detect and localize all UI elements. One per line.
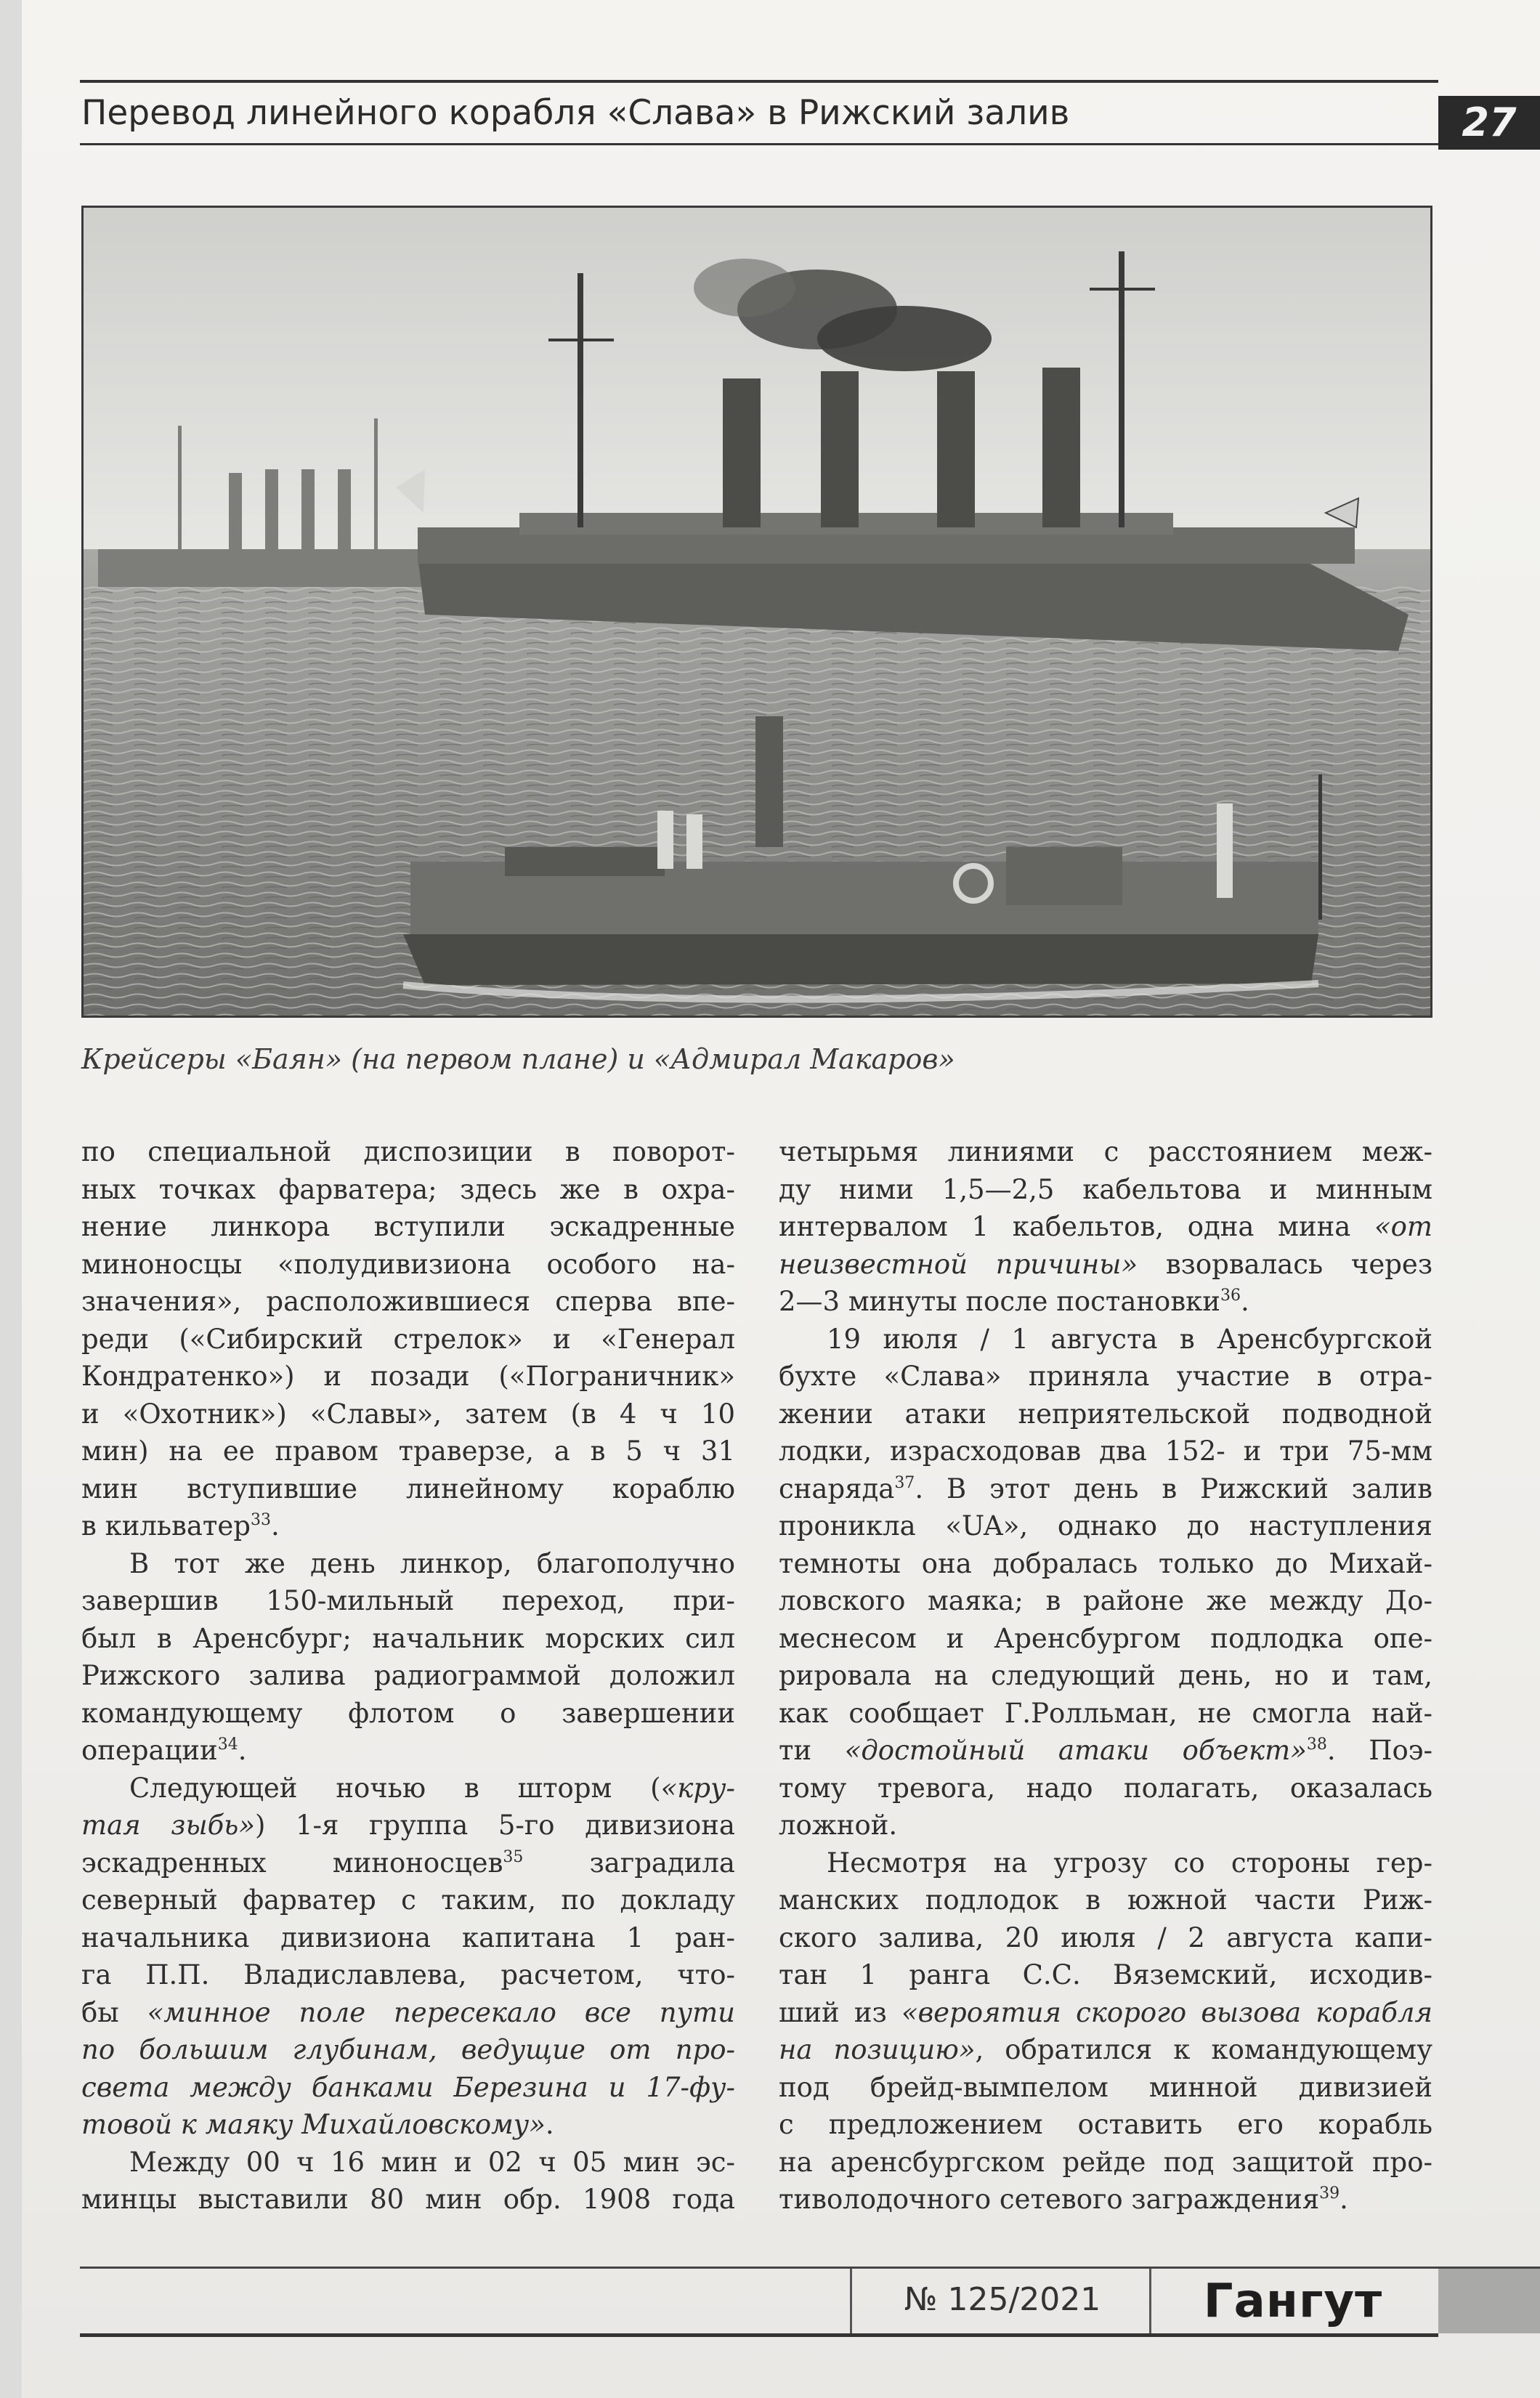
text-line: Несмотря на угрозу со стороны гер- — [827, 1847, 1432, 1879]
text-line: 19 июля / 1 августа в Аренсбургской — [827, 1323, 1432, 1355]
footer-rule-bottom — [80, 2333, 1438, 2337]
text-line: мин вступившие линейному кораблю — [81, 1473, 735, 1504]
text-line: лодки, израсходовав два 152- и три 75-мм — [779, 1435, 1432, 1467]
text-line: эскадренных миноносцев$^{35}$ заградила — [81, 1847, 735, 1879]
photo-caption: Крейсеры «Баян» (на первом плане) и «Адмирал Макаров» — [81, 1043, 955, 1075]
issue-number: № 125/2021 — [904, 2281, 1101, 2318]
text-line: жении атаки неприятельской подводной — [779, 1398, 1432, 1430]
text-line: был в Аренсбург; начальник морских сил — [81, 1622, 735, 1654]
text-line: по специальной диспозиции в поворот- — [81, 1136, 735, 1167]
text-line: манских подлодок в южной части Риж- — [779, 1884, 1432, 1916]
footnote-ref: 37 — [894, 1473, 915, 1492]
text-line: ского залива, 20 июля / 2 августа капи- — [779, 1921, 1432, 1953]
text-line: меснесом и Аренсбургом подлодка опе- — [779, 1622, 1432, 1654]
text-line: операции$^{34}$. — [81, 1735, 247, 1766]
text-column-right — [779, 1133, 1432, 2219]
text-line: тиволодочного сетевого заграждения$^{39}$. — [779, 2184, 1348, 2215]
text-line: бухте «Слава» приняла участие в отра- — [779, 1361, 1432, 1392]
text-line: под брейд-вымпелом минной дивизией — [779, 2071, 1432, 2103]
footnote-ref: 38 — [1306, 1735, 1327, 1754]
running-head-title: Перевод линейного корабля «Слава» в Рижский залив — [81, 93, 1070, 133]
text-line: начальника дивизиона капитана 1 ран- — [81, 1921, 735, 1953]
magazine-logo: Гангут — [1203, 2275, 1383, 2328]
text-line: четырьмя линиями с расстоянием меж- — [779, 1136, 1432, 1167]
text-line: северный фарватер с таким, по докладу — [81, 1884, 735, 1916]
page-number: 27 — [1438, 96, 1540, 150]
footnote-ref: 33 — [250, 1511, 271, 1529]
text-line: реди («Сибирский стрелок» и «Генерал — [81, 1323, 735, 1355]
text-line: Между 00 ч 16 мин и 02 ч 05 мин эс- — [129, 2146, 735, 2178]
text-line: по большим глубинам, ведущие от про- — [81, 2034, 735, 2065]
text-line: и «Охотник») «Славы», затем (в 4 ч 10 — [81, 1398, 735, 1430]
text-line: как сообщает Г.Ролльман, не смогла най- — [779, 1697, 1432, 1729]
text-line: ший из «вероятия скорого вызова корабля — [779, 1996, 1432, 2028]
magazine-page — [22, 0, 1540, 2398]
text-line: ду ними 1,5—2,5 кабельтова и минным — [779, 1173, 1432, 1205]
header-rule-bottom — [80, 143, 1438, 145]
text-line: минцы выставили 80 мин обр. 1908 года — [81, 2184, 735, 2215]
footnote-ref: 36 — [1220, 1287, 1241, 1305]
text-line: нение линкора вступили эскадренные — [81, 1211, 735, 1242]
text-line: тому тревога, надо полагать, оказалась — [779, 1772, 1432, 1804]
text-line: проникла «UA», однако до наступления — [779, 1510, 1432, 1542]
text-line: ложной. — [779, 1810, 898, 1841]
text-line: тан 1 ранга С.С. Вяземский, исходив- — [779, 1959, 1432, 1990]
text-line: товой к маяку Михайловскому». — [81, 2109, 554, 2140]
text-line: интервалом 1 кабельтов, одна мина «от — [779, 1211, 1432, 1242]
text-line: бы «минное поле пересекало все пути — [81, 1996, 735, 2028]
text-line: на аренсбургском рейде под защитой про- — [779, 2146, 1432, 2178]
text-line: 2—3 минуты после постановки$^{36}$. — [779, 1286, 1249, 1317]
footer-grey-block — [1438, 2269, 1540, 2333]
text-column-left — [81, 1133, 735, 2219]
footnote-ref: 39 — [1319, 2184, 1340, 2203]
text-line: неизвестной причины» взорвалась через — [779, 1248, 1432, 1280]
text-line: на позицию», обратился к командующему — [779, 2034, 1432, 2065]
text-line: миноносцы «полудивизиона особого на- — [81, 1248, 735, 1280]
text-line: мин) на ее правом траверзе, а в 5 ч 31 — [81, 1435, 735, 1467]
header-rule-top — [80, 80, 1438, 83]
text-line: командующему флотом о завершении — [81, 1697, 735, 1729]
text-line: завершив 150-мильный переход, при- — [81, 1585, 735, 1616]
text-line: ных точках фарватера; здесь же в охра- — [81, 1173, 735, 1205]
text-line: рировала на следующий день, но и там, — [779, 1660, 1432, 1691]
text-line: снаряда$^{37}$. В этот день в Рижский залив — [779, 1473, 1432, 1504]
footnote-ref: 34 — [217, 1735, 238, 1754]
footnote-ref: 35 — [503, 1847, 524, 1866]
text-line: га П.П. Владиславлева, расчетом, что- — [81, 1959, 735, 1990]
text-line: Следующей ночью в шторм («кру- — [129, 1772, 735, 1804]
text-line: света между банками Березина и 17-фу- — [81, 2071, 735, 2103]
cruisers-photograph — [81, 206, 1432, 1018]
text-line: тая зыбь») 1-я группа 5-го дивизиона — [81, 1810, 735, 1841]
text-line: темноты она добралась только до Михай- — [779, 1547, 1432, 1579]
text-line: ловского маяка; в районе же между До- — [779, 1585, 1432, 1616]
text-line: Кондратенко») и позади («Пограничник» — [81, 1361, 735, 1392]
text-line: в кильватер$^{33}$. — [81, 1510, 280, 1542]
text-line: В тот же день линкор, благополучно — [129, 1547, 735, 1579]
text-line: с предложением оставить его корабль — [779, 2109, 1432, 2140]
text-line: значения», расположившиеся сперва впе- — [81, 1286, 735, 1317]
text-line: ти «достойный атаки объект»$^{38}$. Поэ- — [779, 1735, 1432, 1766]
text-line: Рижского залива радиограммой доложил — [81, 1660, 735, 1691]
footer-rule-top — [80, 2267, 1540, 2269]
